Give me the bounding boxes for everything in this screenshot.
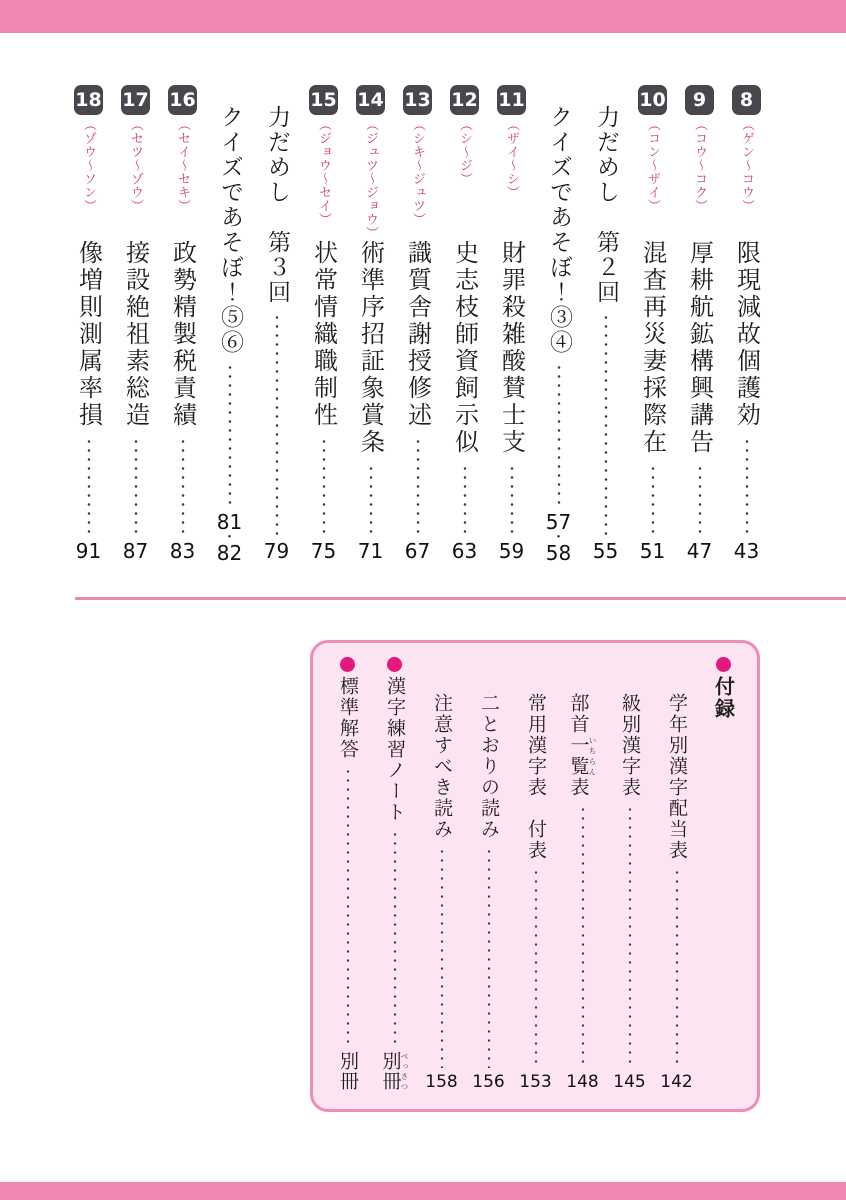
lesson-title: 識質舎謝授修述	[403, 240, 432, 429]
ruby-base: 別冊	[379, 1051, 402, 1091]
page-number: 79	[263, 539, 290, 563]
lesson-title: 混査再災妻採際在	[638, 240, 667, 456]
page-number: 148	[566, 1072, 599, 1092]
appendix-entry-two-readings	[465, 657, 512, 1093]
lesson-number-badge: 9	[685, 85, 714, 115]
toc-entry-lesson-12	[441, 85, 488, 563]
dot-leader	[416, 437, 420, 535]
top-accent-bar	[0, 0, 846, 33]
toc-entry-lesson-9	[676, 85, 723, 563]
dot-leader	[440, 847, 444, 1068]
lesson-reading-range: （セイ〜セキ）	[175, 118, 190, 213]
lesson-reading-range: （コウ〜コク）	[692, 118, 707, 213]
dot-leader	[510, 464, 514, 535]
lesson-reading-range: （シ〜ジ）	[457, 118, 472, 186]
appendix-entry-readings-to-note	[418, 657, 465, 1093]
section-divider-line	[75, 597, 846, 600]
quiz-title: クイズであそぼ！⑤⑥	[217, 105, 243, 355]
appendix-entry-joyo-kanji-table	[512, 657, 559, 1093]
lesson-title: 状常情織職制性	[309, 240, 338, 429]
appendix-entry-title: 二とおりの読み	[478, 693, 500, 840]
dot-leader	[369, 464, 373, 535]
page-number: 57	[545, 510, 572, 534]
dot-leader	[393, 830, 397, 1045]
page-number: 153	[519, 1072, 552, 1092]
dot-leader	[628, 805, 632, 1068]
lesson-number-badge: 12	[450, 85, 479, 115]
lesson-title: 術準序招証象賞条	[356, 240, 385, 456]
page-number: 51	[639, 539, 666, 563]
page-number: 87	[122, 539, 149, 563]
toc-entry-lesson-16	[159, 85, 206, 563]
lesson-reading-range: （コン〜ザイ）	[645, 118, 660, 213]
appendix-entry-radical-list	[559, 657, 606, 1093]
lesson-reading-range: （シキ〜ジュツ）	[410, 118, 425, 226]
lesson-title: 財罪殺雑酸賛士支	[497, 240, 526, 456]
furigana: いちらん	[588, 735, 597, 777]
dot-leader	[581, 805, 585, 1068]
title-text: 表	[567, 777, 590, 798]
page-label: 別冊	[337, 1051, 359, 1091]
dot-leader	[134, 437, 138, 535]
ruby-annotated-text	[379, 1051, 409, 1091]
test-title: 力だめし 第２回	[593, 105, 619, 305]
lesson-title: 史志枝師資飼示似	[450, 240, 479, 456]
toc-entry-lesson-17	[112, 85, 159, 563]
page-number: 75	[310, 539, 337, 563]
page-number: 58	[545, 541, 572, 565]
page-number: 71	[357, 539, 384, 563]
appendix-entry-standard-answers	[324, 657, 371, 1093]
dot-leader	[745, 437, 749, 535]
dot-leader	[322, 437, 326, 535]
toc-entry-test-2	[582, 85, 629, 563]
title-text: 部首	[567, 693, 590, 735]
quiz-title: クイズであそぼ！③④	[546, 105, 572, 355]
lesson-number-badge: 8	[732, 85, 761, 115]
ruby-annotated-text	[567, 735, 597, 777]
dot-leader	[275, 313, 279, 535]
page-number: 63	[451, 539, 478, 563]
toc-entry-lesson-10	[629, 85, 676, 563]
appendix-header-label: 付録	[711, 676, 736, 720]
toc-entry-quiz-5-6	[206, 85, 253, 563]
appendix-entry-title: 漢字練習ノート	[384, 676, 406, 823]
page-number: 158	[425, 1072, 458, 1092]
toc-entry-lesson-11	[488, 85, 535, 563]
appendix-entry-level-kanji-table	[606, 657, 653, 1093]
lesson-reading-range: （セツ〜ゾウ）	[128, 118, 143, 213]
dot-leader	[557, 363, 561, 506]
dot-leader	[87, 437, 91, 535]
ruby-base: 一覧	[567, 735, 590, 777]
lesson-number-badge: 17	[121, 85, 150, 115]
bullet-icon	[387, 657, 402, 672]
toc-entry-quiz-3-4	[535, 85, 582, 563]
appendix-entry-title: 標準解答	[337, 676, 359, 760]
lesson-title: 限現減故個護効	[732, 240, 761, 429]
dot-leader	[228, 363, 232, 506]
lesson-title: 厚耕航鉱構興講告	[685, 240, 714, 456]
page-number: 83	[169, 539, 196, 563]
appendix-entry-title: 注意すべき読み	[431, 693, 453, 840]
page-number-stack	[206, 512, 253, 563]
toc-entry-test-3	[253, 85, 300, 563]
lesson-reading-range: （ジュツ〜ジョウ）	[363, 118, 378, 240]
toc-entry-lesson-15	[300, 85, 347, 563]
test-title: 力だめし 第３回	[264, 105, 290, 305]
appendix-entry-title	[569, 693, 597, 798]
dot-leader	[534, 868, 538, 1068]
page-number: 156	[472, 1072, 505, 1092]
lesson-reading-range: （ゲン〜コウ）	[739, 118, 754, 213]
lesson-reading-range: （ゾウ〜ソン）	[81, 118, 96, 213]
dot-leader	[346, 767, 350, 1045]
appendix-entry-title: 学年別漢字配当表	[666, 693, 688, 861]
page-number-stack	[535, 512, 582, 563]
bullet-icon	[340, 657, 355, 672]
bullet-icon	[716, 657, 731, 672]
lesson-title: 像増則測属率損	[74, 240, 103, 429]
appendix-entry-title: 級別漢字表	[619, 693, 641, 798]
lesson-reading-range: （ジョウ〜セイ）	[316, 118, 331, 226]
page-number-separator: ・	[222, 530, 236, 545]
toc-entry-lesson-14	[347, 85, 394, 563]
appendix-entry-grade-kanji-table	[653, 657, 700, 1093]
appendix-columns	[323, 657, 747, 1093]
page-number: 142	[660, 1072, 693, 1092]
page-number: 59	[498, 539, 525, 563]
page-number: 55	[592, 539, 619, 563]
toc-entry-lesson-13	[394, 85, 441, 563]
dot-leader	[651, 464, 655, 535]
page-number: 43	[733, 539, 760, 563]
page-number: 81	[216, 510, 243, 534]
dot-leader	[181, 437, 185, 535]
furigana: べっさつ	[400, 1051, 409, 1091]
page-number: 82	[216, 541, 243, 565]
page-number: 67	[404, 539, 431, 563]
dot-leader	[487, 847, 491, 1068]
dot-leader	[675, 868, 679, 1068]
dot-leader	[698, 464, 702, 535]
page-number: 145	[613, 1072, 646, 1092]
page-number: 91	[75, 539, 102, 563]
appendix-entry-kanji-practice-notebook	[371, 657, 418, 1093]
appendix-header	[700, 657, 747, 1093]
lesson-reading-range: （ザイ〜シ）	[504, 118, 519, 199]
lesson-number-badge: 16	[168, 85, 197, 115]
main-toc	[65, 85, 770, 563]
page-number: 47	[686, 539, 713, 563]
appendix-box	[310, 640, 760, 1112]
lesson-title: 政勢精製税責績	[168, 240, 197, 429]
toc-entry-lesson-18	[65, 85, 112, 563]
page-label	[381, 1051, 409, 1093]
lesson-title: 接設絶祖素総造	[121, 240, 150, 429]
lesson-number-badge: 10	[638, 85, 667, 115]
lesson-number-badge: 18	[74, 85, 103, 115]
lesson-number-badge: 15	[309, 85, 338, 115]
dot-leader	[463, 464, 467, 535]
appendix-entry-title: 常用漢字表 付表	[525, 693, 547, 861]
lesson-number-badge: 13	[403, 85, 432, 115]
page-number-separator: ・	[551, 530, 565, 545]
lesson-number-badge: 11	[497, 85, 526, 115]
lesson-number-badge: 14	[356, 85, 385, 115]
toc-entry-lesson-8	[723, 85, 770, 563]
dot-leader	[604, 313, 608, 535]
bottom-accent-bar	[0, 1182, 846, 1200]
